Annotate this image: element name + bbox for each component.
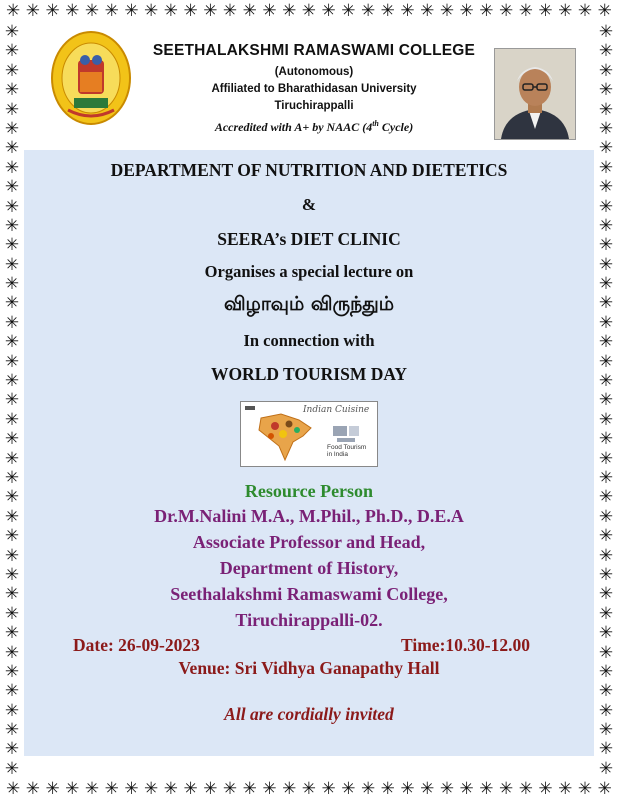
border-star-icon: ✳: [104, 779, 119, 798]
border-star-icon: ✳: [262, 1, 277, 20]
border-star-icon: ✳: [242, 1, 257, 20]
accreditation: Accredited with A+ by NAAC (4th Cycle): [214, 119, 414, 134]
border-star-icon: ✳: [4, 603, 20, 623]
border-star-icon: ✳: [598, 642, 614, 662]
event-date: Date: 26-09-2023: [73, 635, 200, 655]
tamil-lecture-title: விழாவும் விருந்தும்: [223, 293, 395, 315]
border-star-icon: ✳: [341, 1, 356, 20]
border-star-icon: ✳: [400, 779, 415, 798]
border-star-icon: ✳: [360, 1, 376, 20]
border-star-icon: ✳: [4, 564, 20, 584]
department-title: DEPARTMENT OF NUTRITION AND DIETETICS: [110, 160, 508, 180]
border-star-icon: ✳: [4, 118, 20, 138]
border-star-icon: ✳: [598, 293, 614, 313]
border-star-icon: ✳: [598, 739, 614, 759]
organises-line: Organises a special lecture on: [204, 262, 414, 281]
border-star-icon: ✳: [598, 661, 614, 681]
border-star-icon: ✳: [598, 274, 614, 294]
border-star-icon: ✳: [598, 332, 614, 352]
border-star-icon: ✳: [498, 779, 514, 798]
border-star-icon: ✳: [4, 467, 20, 487]
border-star-icon: ✳: [558, 1, 573, 20]
college-header: [24, 22, 594, 150]
border-star-icon: ✳: [4, 681, 20, 701]
border-star-icon: ✳: [598, 254, 614, 274]
border-star-icon: ✳: [598, 351, 614, 371]
border-star-icon: ✳: [577, 1, 593, 20]
border-star-icon: ✳: [4, 584, 20, 604]
ampersand: &: [301, 195, 317, 214]
border-star-icon: ✳: [518, 1, 533, 20]
border-star-icon: ✳: [222, 779, 238, 798]
border-star-icon: ✳: [4, 138, 20, 158]
invitation-line: All are cordially invited: [224, 704, 394, 724]
border-star-icon: ✳: [598, 80, 614, 100]
border-star-icon: ✳: [598, 138, 614, 158]
border-star-icon: ✳: [4, 758, 20, 778]
border-star-icon: ✳: [4, 526, 20, 546]
border-star-icon: ✳: [144, 1, 159, 20]
border-star-icon: ✳: [4, 429, 20, 449]
border-star-icon: ✳: [380, 1, 395, 20]
border-star-icon: ✳: [479, 1, 494, 20]
border-star-icon: ✳: [282, 1, 297, 20]
border-star-icon: ✳: [84, 779, 100, 798]
border-star-icon: ✳: [4, 312, 20, 332]
border-star-icon: ✳: [598, 603, 614, 623]
border-star-icon: ✳: [598, 564, 614, 584]
border-star-icon: ✳: [598, 409, 614, 429]
border-star-icon: ✳: [65, 779, 80, 798]
border-star-icon: ✳: [4, 739, 20, 759]
border-star-icon: ✳: [598, 545, 614, 565]
border-bottom: [0, 778, 618, 800]
border-star-icon: ✳: [598, 506, 614, 526]
border-star-icon: ✳: [4, 41, 20, 61]
border-star-icon: ✳: [598, 487, 614, 507]
border-star-icon: ✳: [301, 779, 317, 798]
border-star-icon: ✳: [598, 41, 614, 61]
border-star-icon: ✳: [479, 779, 494, 798]
speaker-name: Dr.M.Nalini M.A., M.Phil., Ph.D., D.E.A: [154, 506, 464, 526]
thumbnail-heading: Indian Cuisine: [303, 405, 370, 415]
border-star-icon: ✳: [4, 60, 20, 80]
border-star-icon: ✳: [380, 779, 395, 798]
border-star-icon: ✳: [538, 779, 553, 798]
border-star-icon: ✳: [203, 1, 218, 20]
college-name: SEETHALAKSHMI RAMASWAMI COLLEGE: [152, 42, 476, 59]
border-star-icon: ✳: [598, 99, 614, 119]
border-star-icon: ✳: [597, 1, 612, 20]
border-star-icon: ✳: [598, 623, 614, 643]
border-star-icon: ✳: [4, 642, 20, 662]
border-star-icon: ✳: [4, 390, 20, 410]
border-star-icon: ✳: [4, 99, 20, 119]
border-star-icon: ✳: [598, 700, 614, 720]
border-star-icon: ✳: [459, 1, 474, 20]
college-status: (Autonomous): [274, 66, 354, 78]
border-star-icon: ✳: [124, 1, 139, 20]
border-star-icon: ✳: [420, 779, 435, 798]
border-star-icon: ✳: [242, 779, 257, 798]
border-star-icon: ✳: [598, 22, 614, 41]
border-star-icon: ✳: [598, 584, 614, 604]
border-star-icon: ✳: [183, 1, 198, 20]
border-star-icon: ✳: [4, 623, 20, 643]
event-panel: [24, 150, 594, 756]
border-star-icon: ✳: [144, 779, 159, 798]
border-right: [595, 22, 617, 778]
border-star-icon: ✳: [321, 1, 336, 20]
border-star-icon: ✳: [262, 779, 277, 798]
border-star-icon: ✳: [597, 779, 612, 798]
border-star-icon: ✳: [439, 1, 455, 20]
border-star-icon: ✳: [84, 1, 100, 20]
border-top: [0, 0, 618, 22]
border-left: [1, 22, 23, 778]
college-emblem-icon: [50, 30, 132, 126]
border-star-icon: ✳: [4, 661, 20, 681]
border-star-icon: ✳: [4, 700, 20, 720]
border-star-icon: ✳: [598, 60, 614, 80]
border-star-icon: ✳: [577, 779, 593, 798]
border-star-icon: ✳: [598, 467, 614, 487]
border-star-icon: ✳: [104, 1, 119, 20]
border-star-icon: ✳: [321, 779, 336, 798]
border-star-icon: ✳: [163, 779, 178, 798]
border-star-icon: ✳: [4, 293, 20, 313]
resource-person-heading: Resource Person: [244, 481, 374, 501]
connection-line: In connection with: [243, 331, 375, 350]
border-star-icon: ✳: [4, 196, 20, 216]
border-star-icon: ✳: [598, 235, 614, 255]
border-star-icon: ✳: [598, 448, 614, 468]
thumbnail-caption: Food Tourism in India: [327, 444, 367, 458]
border-star-icon: ✳: [439, 779, 455, 798]
border-star-icon: ✳: [6, 779, 21, 798]
border-star-icon: ✳: [25, 1, 40, 20]
speaker-institution: Seethalakshmi Ramaswami College,: [170, 584, 448, 604]
border-star-icon: ✳: [4, 448, 20, 468]
border-star-icon: ✳: [65, 1, 80, 20]
border-star-icon: ✳: [420, 1, 435, 20]
border-star-icon: ✳: [45, 1, 60, 20]
speaker-designation: Associate Professor and Head,: [192, 532, 426, 552]
border-star-icon: ✳: [598, 390, 614, 410]
border-star-icon: ✳: [25, 779, 40, 798]
college-affiliation: Affiliated to Bharathidasan University: [211, 83, 417, 95]
event-venue: Venue: Sri Vidhya Ganapathy Hall: [178, 658, 440, 678]
border-star-icon: ✳: [6, 1, 21, 20]
border-star-icon: ✳: [558, 779, 573, 798]
border-star-icon: ✳: [598, 526, 614, 546]
border-star-icon: ✳: [4, 506, 20, 526]
border-star-icon: ✳: [4, 22, 20, 41]
border-star-icon: ✳: [459, 779, 474, 798]
border-star-icon: ✳: [341, 779, 356, 798]
border-star-icon: ✳: [598, 157, 614, 177]
border-star-icon: ✳: [45, 779, 60, 798]
border-star-icon: ✳: [4, 254, 20, 274]
border-star-icon: ✳: [598, 118, 614, 138]
border-star-icon: ✳: [498, 1, 514, 20]
border-star-icon: ✳: [4, 351, 20, 371]
border-star-icon: ✳: [518, 779, 533, 798]
border-star-icon: ✳: [400, 1, 415, 20]
border-star-icon: ✳: [598, 720, 614, 740]
border-star-icon: ✳: [4, 177, 20, 197]
border-star-icon: ✳: [163, 1, 178, 20]
event-time: Time:10.30-12.00: [401, 635, 530, 655]
border-star-icon: ✳: [598, 215, 614, 235]
border-star-icon: ✳: [598, 312, 614, 332]
border-star-icon: ✳: [282, 779, 297, 798]
border-star-icon: ✳: [183, 779, 198, 798]
border-star-icon: ✳: [598, 371, 614, 391]
border-star-icon: ✳: [4, 332, 20, 352]
border-star-icon: ✳: [4, 409, 20, 429]
border-star-icon: ✳: [203, 779, 218, 798]
border-star-icon: ✳: [598, 177, 614, 197]
border-star-icon: ✳: [598, 681, 614, 701]
border-star-icon: ✳: [4, 274, 20, 294]
founder-portrait: [494, 48, 576, 140]
food-tourism-thumbnail: [240, 401, 378, 467]
border-star-icon: ✳: [4, 545, 20, 565]
border-star-icon: ✳: [4, 371, 20, 391]
border-star-icon: ✳: [538, 1, 553, 20]
border-star-icon: ✳: [4, 720, 20, 740]
border-star-icon: ✳: [360, 779, 376, 798]
border-star-icon: ✳: [4, 80, 20, 100]
border-star-icon: ✳: [598, 196, 614, 216]
border-star-icon: ✳: [301, 1, 317, 20]
border-star-icon: ✳: [4, 157, 20, 177]
occasion-title: WORLD TOURISM DAY: [210, 364, 408, 384]
college-city: Tiruchirappalli: [274, 100, 354, 112]
border-star-icon: ✳: [4, 487, 20, 507]
clinic-name: SEERA’s DIET CLINIC: [217, 229, 401, 249]
speaker-location: Tiruchirappalli-02.: [235, 610, 383, 630]
border-star-icon: ✳: [598, 429, 614, 449]
border-star-icon: ✳: [598, 758, 614, 778]
border-star-icon: ✳: [222, 1, 238, 20]
border-star-icon: ✳: [4, 235, 20, 255]
border-star-icon: ✳: [4, 215, 20, 235]
border-star-icon: ✳: [124, 779, 139, 798]
speaker-department: Department of History,: [219, 558, 399, 578]
